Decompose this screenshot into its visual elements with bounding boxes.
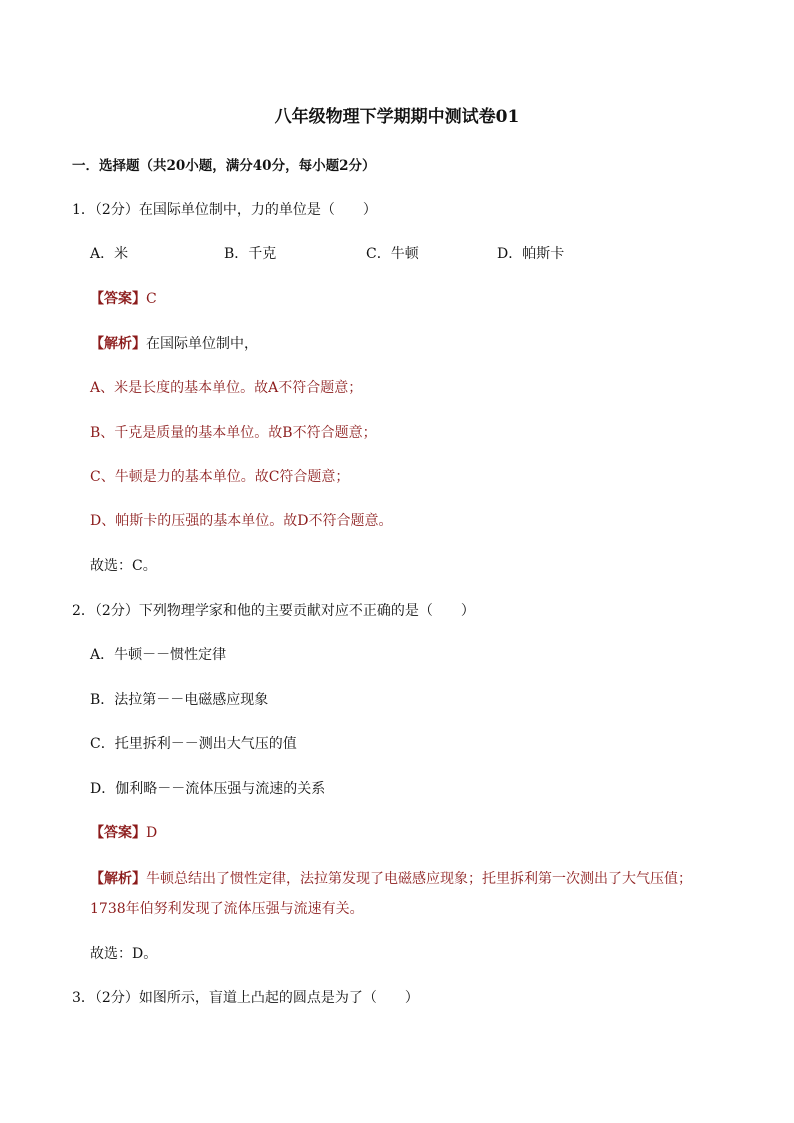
answer-tag: 【答案】 (90, 291, 146, 307)
q2-option-c: C．托里拆利－－测出大气压的值 (90, 736, 297, 752)
analysis-tag: 【解析】 (90, 336, 146, 352)
q1-option-b: B．千克 (224, 246, 277, 262)
section-heading: 一．选择题（共20小题，满分40分，每小题2分） (72, 158, 376, 174)
page-title: 八年级物理下学期期中测试卷01 (274, 107, 520, 127)
q1-analysis-line-d: D、帕斯卡的压强的基本单位。故D不符合题意。 (90, 513, 393, 529)
q2-choice: 故选：D。 (90, 946, 158, 962)
q1-analysis-line-a: A、米是长度的基本单位。故A不符合题意； (90, 380, 363, 396)
q1-choice: 故选：C。 (90, 558, 157, 574)
q2-answer (90, 824, 157, 842)
q2-option-b: B．法拉第－－电磁感应现象 (90, 692, 269, 708)
q1-analysis (90, 335, 258, 353)
question-1-stem: 1．（2分）在国际单位制中，力的单位是（ ） (72, 202, 377, 218)
answer-tag: 【答案】 (90, 825, 146, 841)
answer-value: C (146, 291, 157, 307)
q1-answer (90, 290, 157, 308)
analysis-intro: 在国际单位制中， (146, 336, 258, 352)
q1-analysis-line-c: C、牛顿是力的基本单位。故C符合题意； (90, 469, 350, 485)
q1-option-a: A．米 (90, 246, 129, 262)
q2-analysis (90, 864, 722, 924)
answer-value: D (146, 825, 158, 841)
question-3-stem: 3．（2分）如图所示，盲道上凸起的圆点是为了（ ） (72, 990, 419, 1006)
q1-analysis-line-b: B、千克是质量的基本单位。故B不符合题意； (90, 425, 377, 441)
q1-option-c: C．牛顿 (366, 246, 419, 262)
analysis-tag: 【解析】 (90, 871, 146, 887)
question-2-stem: 2．（2分）下列物理学家和他的主要贡献对应不正确的是（ ） (72, 603, 475, 619)
q2-option-d: D．伽利略－－流体压强与流速的关系 (90, 781, 326, 797)
analysis-text: 牛顿总结出了惯性定律，法拉第发现了电磁感应现象；托里拆利第一次测出了大气压值；1738年伯努利发现了流体压强与流速有关。 (90, 871, 692, 917)
q2-option-a: A．牛顿－－惯性定律 (90, 647, 227, 663)
q1-option-d: D．帕斯卡 (497, 246, 565, 262)
